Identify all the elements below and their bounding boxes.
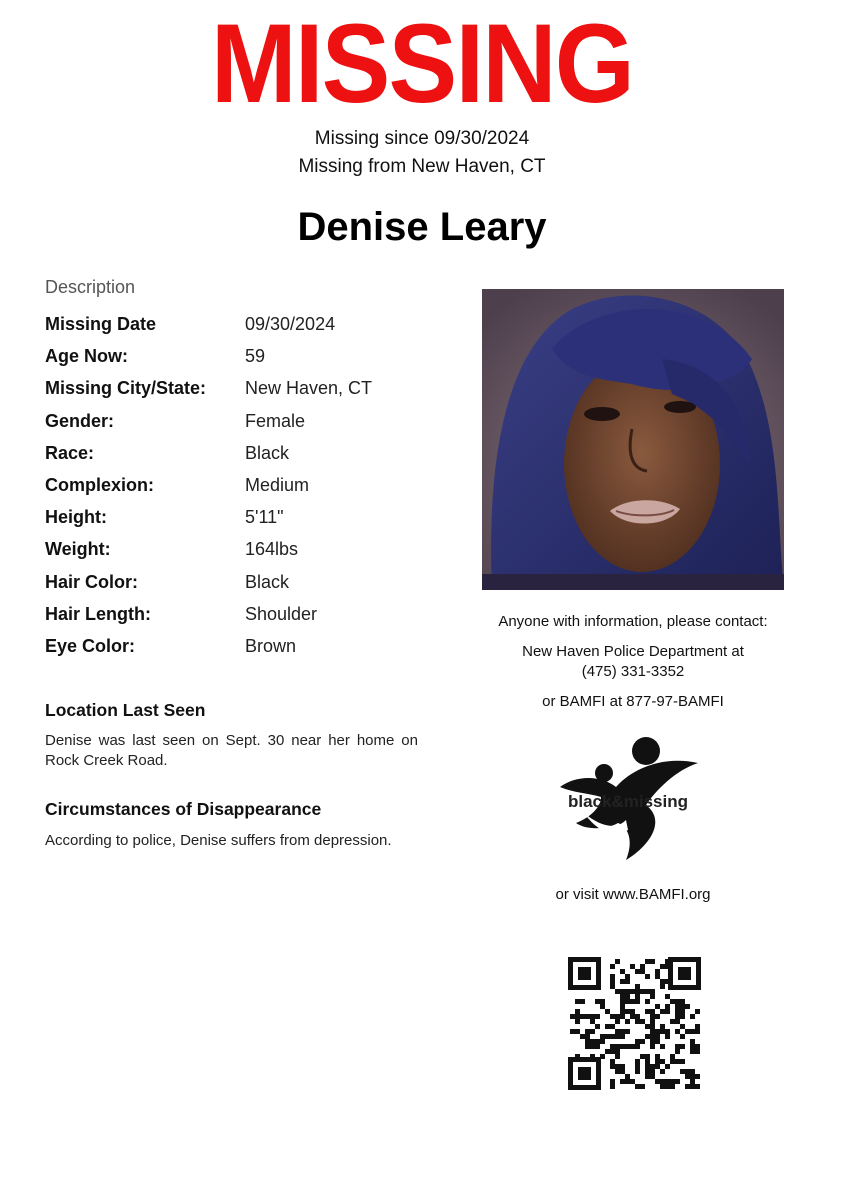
detail-value: New Haven, CT	[245, 378, 373, 399]
contact-bamfi-phone: or BAMFI at 877-97-BAMFI	[542, 693, 724, 710]
detail-label: Gender:	[45, 410, 115, 431]
qr-code	[568, 957, 701, 1090]
detail-label: Weight:	[45, 539, 111, 560]
detail-label: Hair Length:	[45, 603, 151, 624]
contact-agency-phone: (475) 331-3352	[581, 663, 685, 680]
detail-value: Brown	[245, 635, 297, 656]
detail-label: Eye Color:	[45, 635, 136, 656]
missing-since-text: Missing since 09/30/2024	[314, 128, 530, 149]
detail-value: 09/30/2024	[245, 314, 336, 334]
detail-label: Missing City/State:	[45, 378, 207, 399]
detail-label: Hair Color:	[45, 571, 139, 592]
detail-label: Age Now:	[45, 346, 128, 367]
contact-website: or visit www.BAMFI.org	[555, 886, 711, 903]
detail-value: Medium	[245, 474, 310, 495]
circumstances-text: According to police, Denise suffers from depression.	[45, 832, 392, 849]
contact-intro: Anyone with information, please contact:	[498, 613, 768, 630]
detail-label: Height:	[45, 507, 107, 528]
black-and-missing-logo	[556, 735, 706, 861]
detail-value: Shoulder	[245, 603, 318, 624]
detail-value: 5'11"	[245, 507, 284, 528]
detail-value: Black	[245, 571, 290, 592]
detail-label: Race:	[45, 442, 95, 463]
person-name: Denise Leary	[297, 205, 547, 249]
contact-agency: New Haven Police Department at	[522, 643, 744, 660]
logo-text: black&missing	[568, 792, 688, 811]
description-heading: Description	[45, 277, 136, 297]
circumstances-title: Circumstances of Disappearance	[45, 799, 322, 819]
missing-person-photo	[482, 289, 784, 590]
detail-value: Black	[245, 442, 290, 463]
detail-label: Missing Date	[45, 314, 157, 334]
detail-value: Female	[245, 410, 306, 431]
missing-from-text: Missing from New Haven, CT	[298, 156, 546, 177]
detail-value: 164lbs	[245, 539, 299, 560]
missing-headline: MISSING	[210, 1, 634, 126]
location-last-seen-title: Location Last Seen	[45, 700, 206, 720]
location-last-seen-text: Denise was last seen on Sept. 30 near her home on Rock Creek Road.	[45, 732, 418, 769]
detail-label: Complexion:	[45, 474, 155, 495]
detail-value: 59	[245, 346, 266, 367]
